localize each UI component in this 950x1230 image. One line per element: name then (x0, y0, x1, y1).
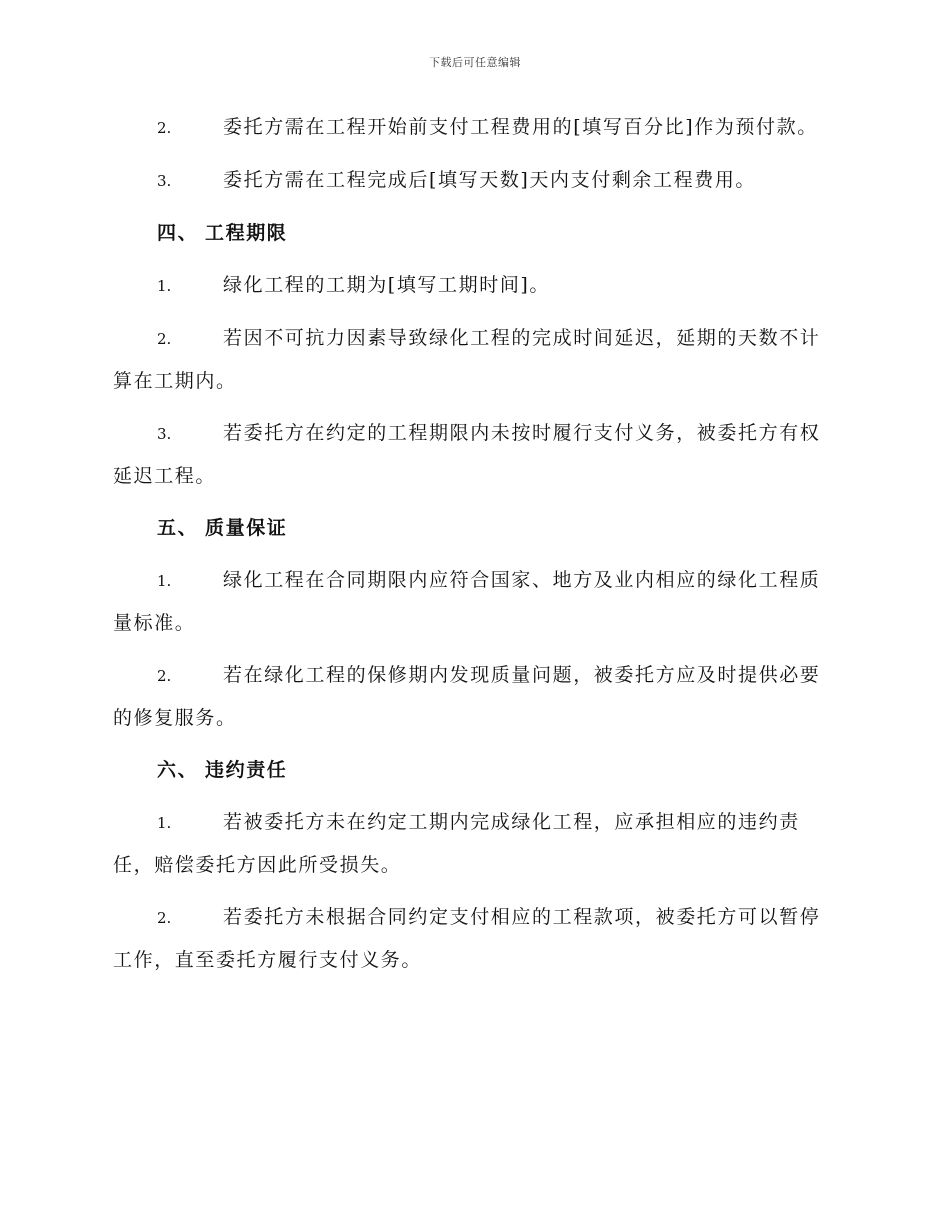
clause-payment-3 (113, 159, 833, 202)
clause-duration-2 (113, 317, 833, 402)
clause-number: 2. (157, 119, 172, 137)
section-heading-quality (113, 507, 833, 549)
clause-number: 1. (157, 814, 172, 832)
section-heading-liability (113, 749, 833, 791)
clause-number: 2. (157, 909, 172, 927)
section-title: 工程期限 (205, 222, 288, 244)
clause-duration-1 (113, 264, 833, 307)
clause-liability-2 (113, 896, 833, 981)
section-title: 质量保证 (205, 517, 288, 539)
clause-text: 若委托方在约定的工程期限内未按时履行支付义务，被委托方有权延迟工程。 (113, 422, 821, 487)
section-title: 违约责任 (205, 759, 288, 781)
clause-quality-1 (113, 559, 833, 644)
clause-text: 绿化工程在合同期限内应符合国家、地方及业内相应的绿化工程质量标准。 (113, 569, 821, 634)
clause-text: 若因不可抗力因素导致绿化工程的完成时间延迟，延期的天数不计算在工期内。 (113, 327, 821, 392)
clause-text: 若在绿化工程的保修期内发现质量问题，被委托方应及时提供必要的修复服务。 (113, 664, 821, 729)
clause-text: 委托方需在工程完成后[填写天数]天内支付剩余工程费用。 (223, 169, 757, 191)
clause-text: 绿化工程的工期为[填写工期时间]。 (223, 274, 551, 296)
clause-number: 2. (157, 667, 172, 685)
section-heading-duration (113, 212, 833, 254)
clause-number: 1. (157, 572, 172, 590)
clause-payment-2 (113, 106, 833, 149)
clause-number: 3. (157, 172, 172, 190)
clause-number: 1. (157, 277, 172, 295)
clause-quality-2 (113, 654, 833, 739)
section-number: 六、 (157, 759, 199, 781)
clause-text: 若被委托方未在约定工期内完成绿化工程，应承担相应的违约责任，赔偿委托方因此所受损失。 (113, 811, 800, 876)
clause-number: 3. (157, 425, 172, 443)
document-body (113, 106, 833, 991)
section-number: 四、 (157, 222, 199, 244)
clause-duration-3 (113, 412, 833, 497)
page-header: 下载后可任意编辑 (429, 56, 521, 69)
section-number: 五、 (157, 517, 199, 539)
clause-liability-1 (113, 801, 833, 886)
clause-text: 委托方需在工程开始前支付工程费用的[填写百分比]作为预付款。 (223, 116, 818, 138)
clause-number: 2. (157, 330, 172, 348)
clause-text: 若委托方未根据合同约定支付相应的工程款项，被委托方可以暂停工作，直至委托方履行支付义务。 (113, 906, 821, 971)
